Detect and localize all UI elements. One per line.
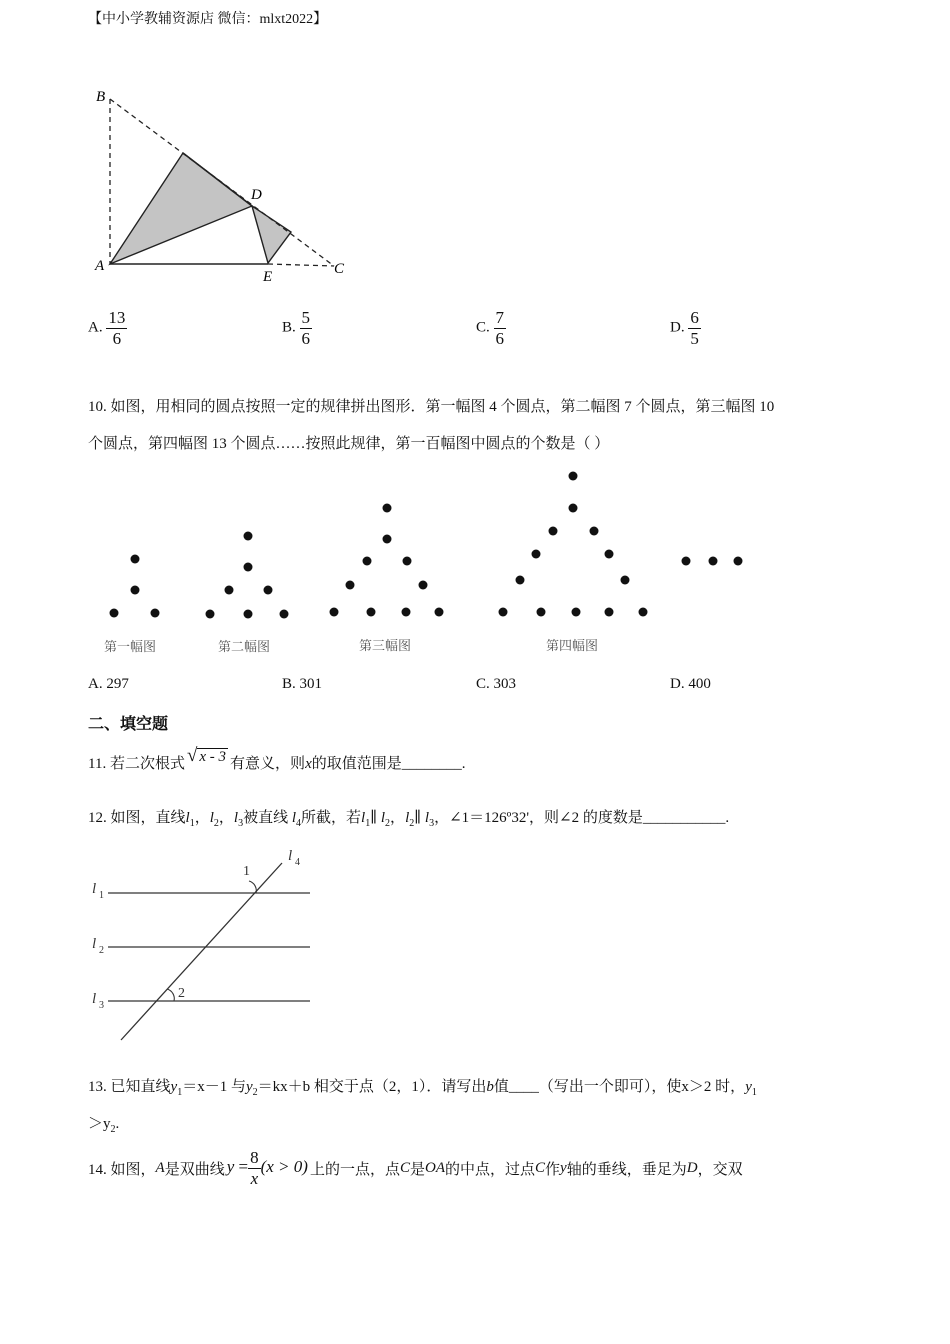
label-d: D	[251, 187, 262, 203]
label-l1-sub: 1	[99, 890, 104, 901]
q10-option-d[interactable]: D. 400	[670, 676, 711, 692]
label-angle-1: 1	[243, 864, 250, 879]
q12-text: 12. 如图，直线$l_1$，$l_2$，$l_3$被直线 $l_4$所截，若$l_1\parallel$ $l_2$，$l_2\parallel$ $l_3$，∠1＝126º32'，则∠2 的度数是___________.	[88, 810, 730, 829]
q9-option-a[interactable]: A. $\frac{13}{6}$	[88, 308, 126, 348]
line-l4	[121, 863, 282, 1040]
dot-figure-4	[499, 472, 648, 617]
q9-option-d[interactable]: D. $\frac{6}{5}$	[670, 308, 699, 348]
label-angle-2: 2	[178, 986, 185, 1001]
fraction: $\frac{6}{5}$	[690, 308, 699, 348]
shaded-triangle-1	[110, 153, 252, 264]
label-e: E	[263, 269, 273, 285]
segment-ec	[268, 264, 334, 266]
q9-triangle-figure	[88, 82, 358, 287]
q14-line1: 14. 如图，A是双曲线 y = $\frac{8}{x}$ (x > 0) 上的一点，点C是OA的中点，过点C作y轴的垂线，垂足为D，交双	[88, 1148, 743, 1188]
q10-dot-pattern-figure	[88, 462, 768, 662]
q10-option-c[interactable]: C. 303	[476, 676, 517, 692]
caption-figure-3: 第三幅图	[359, 639, 412, 654]
answer-blank[interactable]: ____	[508, 1079, 539, 1095]
dot-figure-1	[110, 555, 160, 618]
caption-figure-4: 第四幅图	[546, 639, 599, 654]
dot-figure-2	[206, 532, 289, 619]
header-text: 【中小学教辅资源店 微信：mlxt2022】	[88, 12, 328, 27]
fraction: $\frac{5}{6}$	[301, 308, 311, 348]
fraction: $\frac{13}{6}$	[108, 308, 126, 348]
label-l1: l	[92, 881, 97, 897]
q10-line2: 个圆点，第四幅图 13 个圆点……按照此规律，第一百幅图中圆点的个数是（ ）	[88, 436, 610, 452]
q10-line1: 10. 如图，用相同的圆点按照一定的规律拼出图形．第一幅图 4 个圆点，第二幅图 7 个圆点，第三幅图 10	[88, 399, 775, 415]
label-a: A	[95, 258, 105, 274]
caption-figure-2: 第二幅图	[218, 640, 271, 655]
q11-text: 11. 若二次根式 √ x - 3 有意义，则x的取值范围是________.	[88, 745, 466, 772]
q9-option-c[interactable]: C. $\frac{7}{6}$	[476, 308, 505, 348]
label-l3: l	[92, 991, 97, 1007]
label-b: B	[96, 89, 106, 105]
answer-blank[interactable]: ________	[401, 756, 462, 772]
ellipsis-dots	[682, 557, 743, 566]
label-l2: l	[92, 936, 97, 952]
fraction: $\frac{7}{6}$	[495, 308, 505, 348]
label-c: C	[334, 261, 345, 277]
q13-line1: 13. 已知直线$y_1=x-1$ 与$y_2=kx+b$ 相交于点（2，1）．请写出b值____（写出一个即可），使x＞2 时，$y_1$	[88, 1079, 757, 1098]
label-l4: l	[288, 848, 293, 864]
q10-option-b[interactable]: B. 301	[282, 676, 323, 692]
angle-2-arc	[167, 989, 174, 1001]
sqrt-expression: √ x - 3	[186, 745, 227, 766]
section-title: 二、填空题	[88, 714, 169, 733]
caption-figure-1: 第一幅图	[104, 640, 157, 655]
answer-blank[interactable]: ___________	[642, 810, 726, 826]
label-l3-sub: 3	[99, 1000, 104, 1011]
q10-option-a[interactable]: A. 297	[88, 676, 129, 692]
angle-1-arc	[249, 881, 256, 893]
q9-option-b[interactable]: B. $\frac{5}{6}$	[282, 308, 311, 348]
hyperbola-function: y = $\frac{8}{x}$ (x > 0)	[226, 1148, 308, 1188]
label-l2-sub: 2	[99, 945, 104, 956]
q13-line2: $>y_2$.	[88, 1116, 120, 1135]
q12-parallel-lines-figure	[88, 845, 318, 1045]
dot-figure-3	[330, 504, 444, 617]
label-l4-sub: 4	[295, 857, 300, 868]
shaded-triangle-2	[252, 206, 291, 263]
